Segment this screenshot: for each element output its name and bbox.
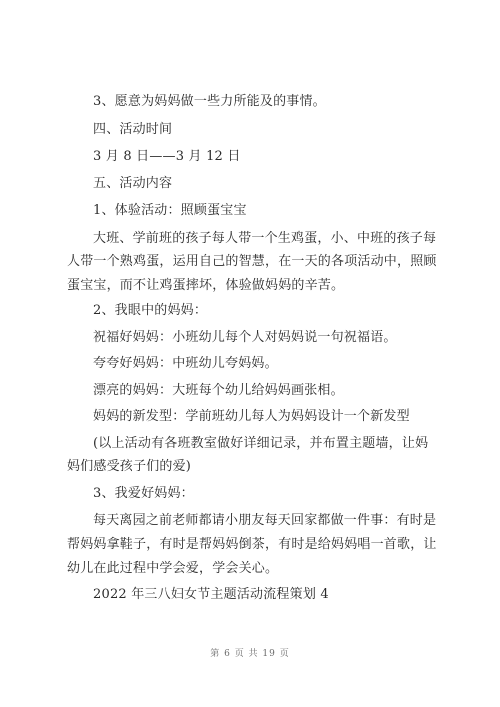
text-line: 幼儿在此过程中学会爱，学会关心。 [67,561,279,576]
section-heading: 2022 年三八妇女节主题活动流程策划 4 [93,587,329,602]
text-line: 3 月 8 日——3 月 12 日 [93,149,241,164]
subsection-heading: 1、体验活动：照顾蛋宝宝 [93,203,247,218]
text-line: 祝福好妈妈：小班幼儿每个人对妈妈说一句祝福语。 [93,330,397,345]
text-line: 蛋宝宝，而不让鸡蛋摔坏，体验做妈妈的辛苦。 [67,278,345,293]
text-line: (以上活动有各班教室做好详细记录，并布置主题墙，让妈 [93,436,429,451]
section-heading: 四、活动时间 [93,122,173,137]
text-line: 夸夸好妈妈：中班幼儿夸妈妈。 [93,356,278,371]
text-line: 每天离园之前老师都请小朋友每天回家都做一件事：有时是 [93,513,437,528]
subsection-heading: 3、我爱好妈妈： [93,486,194,501]
text-line: 大班、学前班的孩子每人带一个生鸡蛋，小、中班的孩子每 [93,231,437,246]
page-number-footer: 第 6 页 共 19 页 [210,649,290,659]
text-line: 妈妈的新发型：学前班幼儿每人为妈妈设计一个新发型 [93,409,410,424]
subsection-heading: 2、我眼中的妈妈： [93,303,208,318]
section-heading: 五、活动内容 [93,176,173,191]
text-line: 漂亮的妈妈：大班每个幼儿给妈妈画张相。 [93,383,344,398]
text-line: 3、愿意为妈妈做一些力所能及的事情。 [93,94,326,109]
text-line: 人带一个熟鸡蛋，运用自己的智慧，在一天的各项活动中，照顾 [67,254,437,269]
text-line: 帮妈妈拿鞋子，有时是帮妈妈倒茶，有时是给妈妈唱一首歌，让 [67,537,437,552]
text-line: 妈们感受孩子们的爱) [67,459,192,474]
